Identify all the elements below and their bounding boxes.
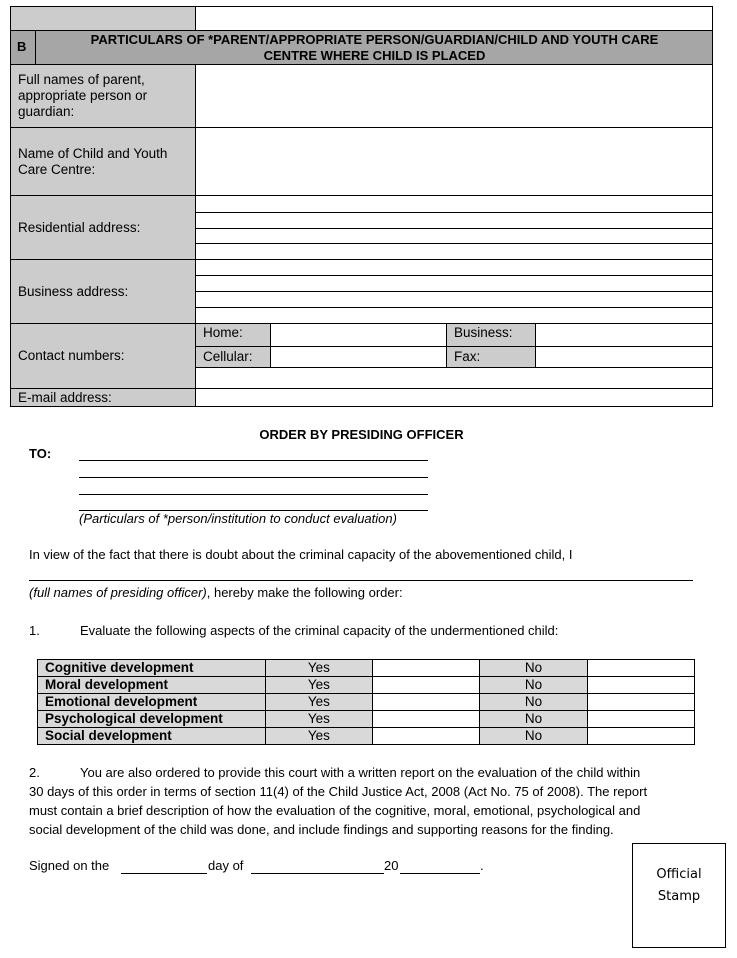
item2-number: 2. [29, 765, 40, 780]
business-address-label: Business address: [18, 284, 129, 299]
item2-line1: You are also ordered to provide this court with a written report on the evaluation of the child within [80, 765, 641, 780]
official-stamp-box [632, 843, 726, 948]
signed-year-line[interactable] [400, 873, 480, 874]
full-names-label-line3: guardian: [18, 104, 75, 119]
no-option[interactable]: No [480, 694, 587, 711]
signed-on-label: Signed on the [29, 858, 110, 873]
yes-option[interactable]: Yes [265, 711, 372, 728]
home-phone-field[interactable] [271, 324, 445, 345]
yes-option[interactable]: Yes [265, 677, 372, 694]
section-heading-line1: PARTICULARS OF *PARENT/APPROPRIATE PERSON/GUARDIAN/CHILD AND YOUTH CARE [90, 32, 659, 47]
home-label: Home: [203, 325, 243, 340]
business-address-field[interactable] [196, 260, 712, 322]
signed-day-line[interactable] [121, 873, 207, 874]
cellular-field[interactable] [271, 347, 445, 366]
cellular-label: Cellular: [203, 349, 253, 364]
particulars-note: (Particulars of *person/institution to conduct evaluation) [79, 511, 397, 526]
full-names-note-line [29, 583, 699, 602]
no-box[interactable] [587, 660, 694, 677]
table-row [38, 694, 695, 711]
no-box[interactable] [587, 694, 694, 711]
order-text: , hereby make the following order: [206, 585, 403, 600]
full-names-note: (full names of presiding officer) [29, 585, 207, 600]
presiding-officer-name-line[interactable] [29, 580, 693, 581]
year-prefix: 20 [384, 858, 399, 873]
section-letter: B [17, 39, 27, 54]
day-of-label: day of [208, 858, 244, 873]
no-box[interactable] [587, 728, 694, 745]
to-line-1[interactable] [79, 460, 428, 461]
signed-month-line[interactable] [251, 873, 384, 874]
yes-box[interactable] [373, 711, 480, 728]
item2-line2: 30 days of this order in terms of section 11(4) of the Child Justice Act, 2008 (Act No. 75 of 2008). The report [29, 784, 648, 799]
no-option[interactable]: No [480, 728, 587, 745]
no-option[interactable]: No [480, 677, 587, 694]
table-row [38, 677, 695, 694]
signed-period: . [480, 858, 484, 873]
email-label: E-mail address: [18, 390, 112, 405]
fax-field[interactable] [536, 347, 712, 366]
aspect-name: Psychological development [38, 711, 266, 728]
aspect-name: Emotional development [38, 694, 266, 711]
yes-box[interactable] [373, 660, 480, 677]
item1-text: Evaluate the following aspects of the criminal capacity of the undermentioned child: [80, 623, 559, 638]
item2-line4: social development of the child was done, and include findings and supporting reasons for the finding. [29, 822, 614, 837]
cyc-label-line2: Care Centre: [18, 162, 96, 177]
fax-label: Fax: [454, 349, 481, 364]
business-phone-field[interactable] [536, 324, 712, 345]
aspect-name: Moral development [38, 677, 266, 694]
yes-option[interactable]: Yes [265, 728, 372, 745]
cyc-label-line1: Name of Child and Youth [18, 146, 168, 161]
yes-box[interactable] [373, 677, 480, 694]
doubt-text: In view of the fact that there is doubt about the criminal capacity of the abovementioned child, I [29, 547, 573, 562]
no-option[interactable]: No [480, 711, 587, 728]
yes-option[interactable]: Yes [265, 660, 372, 677]
stamp-label-line1: Official [656, 867, 702, 882]
full-names-label-line1: Full names of parent, [18, 72, 145, 87]
residential-address-label: Residential address: [18, 220, 141, 235]
email-field[interactable] [196, 389, 712, 406]
to-line-3[interactable] [79, 494, 428, 495]
yes-box[interactable] [373, 728, 480, 745]
item1-number: 1. [29, 623, 40, 638]
full-names-field[interactable] [196, 65, 712, 126]
item2-line3: must contain a brief description of how the evaluation of the cognitive, moral, emotional, psychological and [29, 803, 641, 818]
cyc-name-field[interactable] [196, 128, 712, 194]
no-box[interactable] [587, 711, 694, 728]
yes-option[interactable]: Yes [265, 694, 372, 711]
aspect-name: Social development [38, 728, 266, 745]
business-phone-label: Business: [454, 325, 513, 340]
residential-address-field[interactable] [196, 196, 712, 258]
table-row [38, 660, 695, 677]
contact-numbers-label: Contact numbers: [18, 348, 125, 363]
to-label: TO: [29, 446, 52, 461]
section-heading-line2: CENTRE WHERE CHILD IS PLACED [263, 48, 486, 63]
to-line-2[interactable] [79, 477, 428, 478]
no-option[interactable]: No [480, 660, 587, 677]
full-names-label-line2: appropriate person or [18, 88, 148, 103]
no-box[interactable] [587, 677, 694, 694]
aspect-name: Cognitive development [38, 660, 266, 677]
order-title: ORDER BY PRESIDING OFFICER [259, 427, 464, 442]
table-row [38, 728, 695, 745]
evaluation-table [37, 659, 695, 745]
yes-box[interactable] [373, 694, 480, 711]
table-row [38, 711, 695, 728]
stamp-label-line2: Stamp [657, 889, 701, 904]
